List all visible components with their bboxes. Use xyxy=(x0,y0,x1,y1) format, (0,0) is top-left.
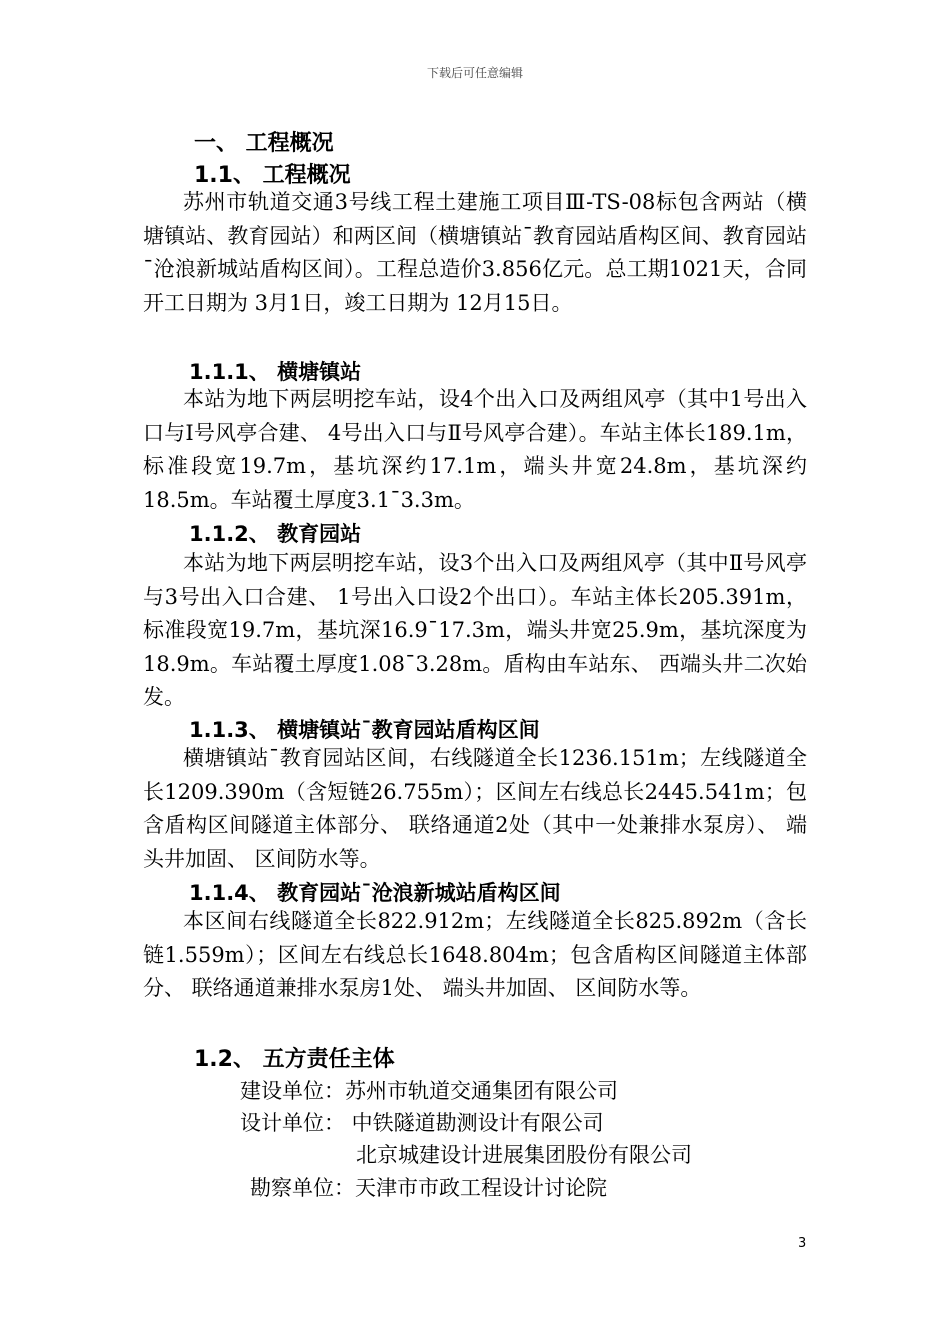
paragraph-1-1-3: 横塘镇站¯教育园站区间，右线隧道全长1236.151m；左线隧道全长1209.390m（含短链26.755m）；区间左右线总长2445.541m；包含盾构区间隧道主体部分、 联络通道2处（其中一处兼排水泵房）、 端头井加固、 区间防水等。 xyxy=(143,746,807,871)
heading-1-1-4: 1.1.4、 教育园站¯沧浪新城站盾构区间 xyxy=(189,881,561,905)
designer-unit: 设计单位： 中铁隧道勘测设计有限公司 xyxy=(240,1111,604,1135)
builder-unit: 建设单位：苏州市轨道交通集团有限公司 xyxy=(240,1079,618,1103)
paragraph-1-1-4: 本区间右线隧道全长822.912m；左线隧道全长825.892m（含长链1.559m）；区间左右线总长1648.804m；包含盾构区间隧道主体部分、 联络通道兼排水泵房1处、 端头井加固、 区间防水等。 xyxy=(143,909,807,1000)
heading-1-1-1: 1.1.1、 横塘镇站 xyxy=(189,360,362,384)
paragraph-1-1-2: 本站为地下两层明挖车站，设3个出入口及两组风亭（其中Ⅱ号风亭与3号出入口合建、 1号出入口设2个出口）。车站主体长205.391m，标准段宽19.7m，基坑深16.9¯17.3m，端头井宽25.9m，基坑深度为18.9m。车站覆土厚度1.08¯3.28m。盾构由车站东、 西端头井二次始发。 xyxy=(143,551,807,709)
designer-unit-2: 北京城建设计进展集团股份有限公司 xyxy=(356,1143,692,1167)
page-header: 下载后可任意编辑 xyxy=(426,66,523,80)
heading-1-1-2: 1.1.2、 教育园站 xyxy=(189,522,362,546)
heading-1-1-3: 1.1.3、 横塘镇站¯教育园站盾构区间 xyxy=(189,718,540,742)
paragraph-1-1: 苏州市轨道交通3号线工程土建施工项目Ⅲ-TS-08标包含两站（横塘镇站、教育园站）和两区间（横塘镇站¯教育园站盾构区间、教育园站¯沧浪新城站盾构区间）。工程总造价3.856亿元。总工期1021天，合同开工日期为 3月1日，竣工日期为 12月15日。 xyxy=(143,190,807,315)
heading-1-2: 1.2、 五方责任主体 xyxy=(194,1047,395,1072)
page-number: 3 xyxy=(798,1236,807,1251)
heading-1-1: 1.1、 工程概况 xyxy=(194,163,351,188)
paragraph-1-1-1: 本站为地下两层明挖车站，设4个出入口及两组风亭（其中1号出入口与Ⅰ号风亭合建、 4号出入口与Ⅱ号风亭合建）。车站主体长189.1m，标准段宽19.7m，基坑深约17.1m，端头井宽24.8m，基坑深约18.5m。车站覆土厚度3.1¯3.3m。 xyxy=(143,387,807,512)
surveyor-unit: 勘察单位：天津市市政工程设计讨论院 xyxy=(250,1176,607,1200)
heading-1: 一、 工程概况 xyxy=(194,131,334,156)
